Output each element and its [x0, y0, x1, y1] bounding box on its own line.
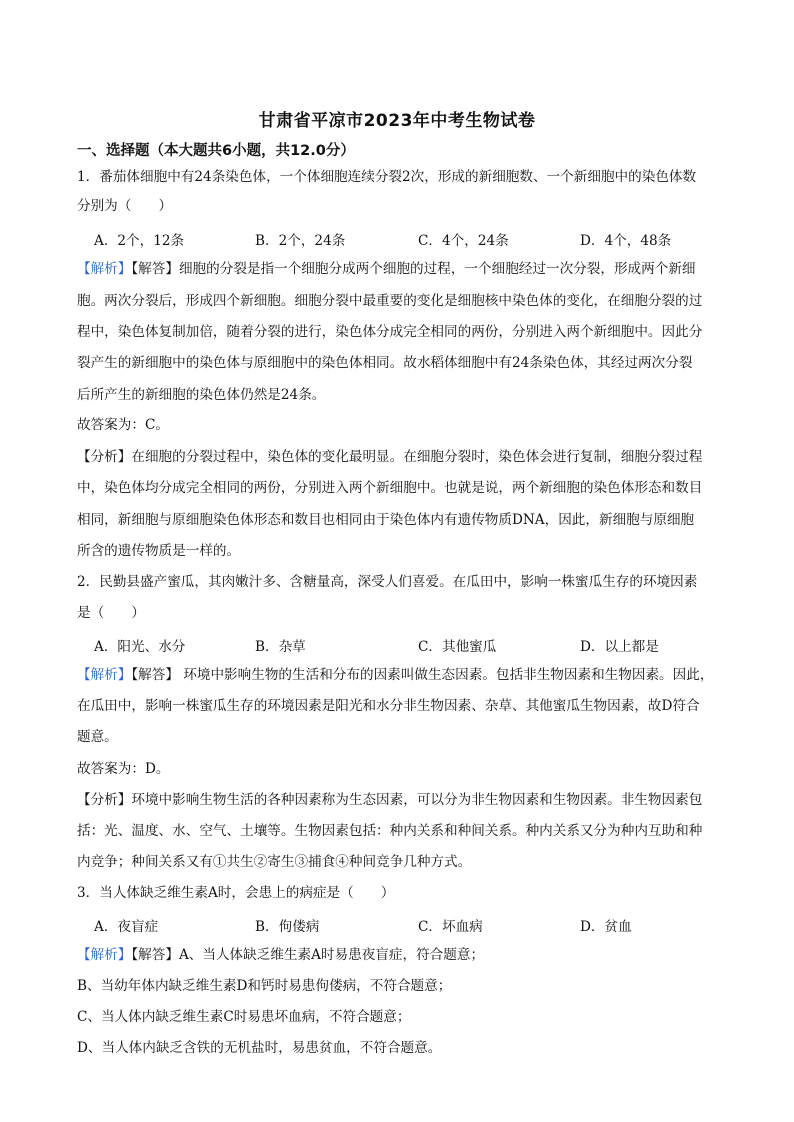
q1-analysis-line	[77, 448, 757, 466]
solution-text: A、当人体缺乏维生素A时易患夜盲症，符合题意；	[178, 947, 485, 963]
jieda-tag: 【解答】	[131, 261, 179, 277]
q1-analysis-line: 所含的遗传物质是一样的。	[77, 543, 241, 559]
section-heading: 一、选择题（本大题共6小题，共12.0分）	[77, 143, 355, 159]
q2-answer: 故答案为：D。	[77, 761, 170, 777]
q3-solution-line: C、当人体内缺乏维生素C时易患坏血病，不符合题意；	[77, 1009, 411, 1025]
q1-stem-line: 分别为（ ）	[77, 198, 173, 214]
fenxi-tag: 【分析】	[77, 449, 132, 465]
jiexi-tag: 【解析】	[77, 667, 132, 683]
q1-option-d: D．4个，48条	[580, 233, 672, 249]
q2-option-c: C．其他蜜瓜	[418, 639, 497, 655]
fenxi-tag: 【分析】	[77, 792, 132, 808]
solution-text: 细胞的分裂是指一个细胞分成两个细胞的过程，一个细胞经过一次分裂，形成两个新细	[178, 261, 696, 277]
q2-solution-line: 在瓜田中，影响一株蜜瓜生存的环境因素是阳光和水分非生物因素、杂草、其他蜜瓜生物因素，故D符合	[77, 698, 700, 714]
q2-solution-line: 题意。	[77, 729, 118, 745]
q1-solution-line	[77, 260, 757, 278]
q2-option-a: A．阳光、水分	[94, 639, 186, 655]
q2-solution-line	[77, 666, 757, 684]
q3-option-b: B．佝偻病	[255, 919, 320, 935]
q2-analysis-line: 内竞争；种间关系又有①共生②寄生③捕食④种间竞争几种方式。	[77, 854, 472, 870]
q3-options	[94, 915, 754, 933]
q1-answer: 故答案为：C。	[77, 417, 169, 433]
q1-solution-line: 裂产生的新细胞中的染色体与原细胞中的染色体相同。故水稻体细胞中有24条染色体，其经过两次分裂	[77, 355, 693, 371]
q3-solution-line	[77, 946, 757, 964]
q2-option-b: B．杂草	[255, 639, 306, 655]
q3-option-c: C．坏血病	[418, 919, 483, 935]
q1-option-a: A．2个，12条	[94, 233, 185, 249]
q2-analysis-line: 括：光、温度、水、空气、土壤等。生物因素包括：种内关系和种间关系。种内关系又分为种内互助和种	[77, 823, 703, 839]
q2-options	[94, 635, 754, 653]
q3-solution-line: B、当幼年体内缺乏维生素D和钙时易患佝偻病，不符合题意；	[77, 978, 452, 994]
q1-solution-line: 后所产生的新细胞的染色体仍然是24条。	[77, 387, 326, 403]
analysis-text: 在细胞的分裂过程中，染色体的变化最明显。在细胞分裂时，染色体会进行复制，细胞分裂过程	[131, 449, 703, 465]
jieda-tag: 【解答】	[131, 667, 179, 683]
q1-solution-line: 胞。两次分裂后，形成四个新细胞。细胞分裂中最重要的变化是细胞核中染色体的变化，在细胞分裂的过	[77, 293, 703, 309]
q1-analysis-line: 中，染色体均分成完全相同的两份，分别进入两个新细胞中。也就是说，两个新细胞的染色体形态和数目	[77, 480, 703, 496]
jieda-tag: 【解答】	[131, 947, 179, 963]
q1-option-c: C．4个，24条	[418, 233, 509, 249]
q1-analysis-line: 相同，新细胞与原细胞染色体形态和数目也相同由于染色体内有遗传物质DNA，因此，新细胞与原细胞	[77, 512, 695, 528]
q3-solution-line: D、当人体内缺乏含铁的无机盐时，易患贫血，不符合题意。	[77, 1040, 442, 1056]
q3-option-d: D．贫血	[580, 919, 632, 935]
q2-stem-line: 是（ ）	[77, 605, 145, 621]
page-title: 甘肃省平凉市2023年中考生物试卷	[258, 111, 536, 131]
q2-stem-line: 2．民勤县盛产蜜瓜，其肉嫩汁多、含糖量高，深受人们喜爱。在瓜田中，影响一株蜜瓜生存的环境因素	[77, 574, 698, 590]
q2-analysis-line	[77, 791, 757, 809]
jiexi-tag: 【解析】	[77, 261, 132, 277]
q1-option-b: B．2个，24条	[255, 233, 346, 249]
q1-options	[94, 229, 754, 247]
solution-text: 环境中影响生物的生活和分布的因素叫做生态因素。包括非生物因素和生物因素。因此，	[178, 667, 714, 683]
analysis-text: 环境中影响生物生活的各种因素称为生态因素，可以分为非生物因素和生物因素。非生物因素包	[131, 792, 703, 808]
q1-stem-line: 1．番茄体细胞中有24条染色体，一个体细胞连续分裂2次，形成的新细胞数、一个新细胞中的染色体数	[77, 169, 697, 185]
q3-option-a: A．夜盲症	[94, 919, 159, 935]
q2-option-d: D．以上都是	[580, 639, 659, 655]
q3-stem-line: 3．当人体缺乏维生素A时，会患上的病症是（ ）	[77, 885, 395, 901]
jiexi-tag: 【解析】	[77, 947, 132, 963]
q1-solution-line: 程中，染色体复制加倍，随着分裂的进行，染色体分成完全相同的两份，分别进入两个新细胞中。因此分	[77, 324, 703, 340]
